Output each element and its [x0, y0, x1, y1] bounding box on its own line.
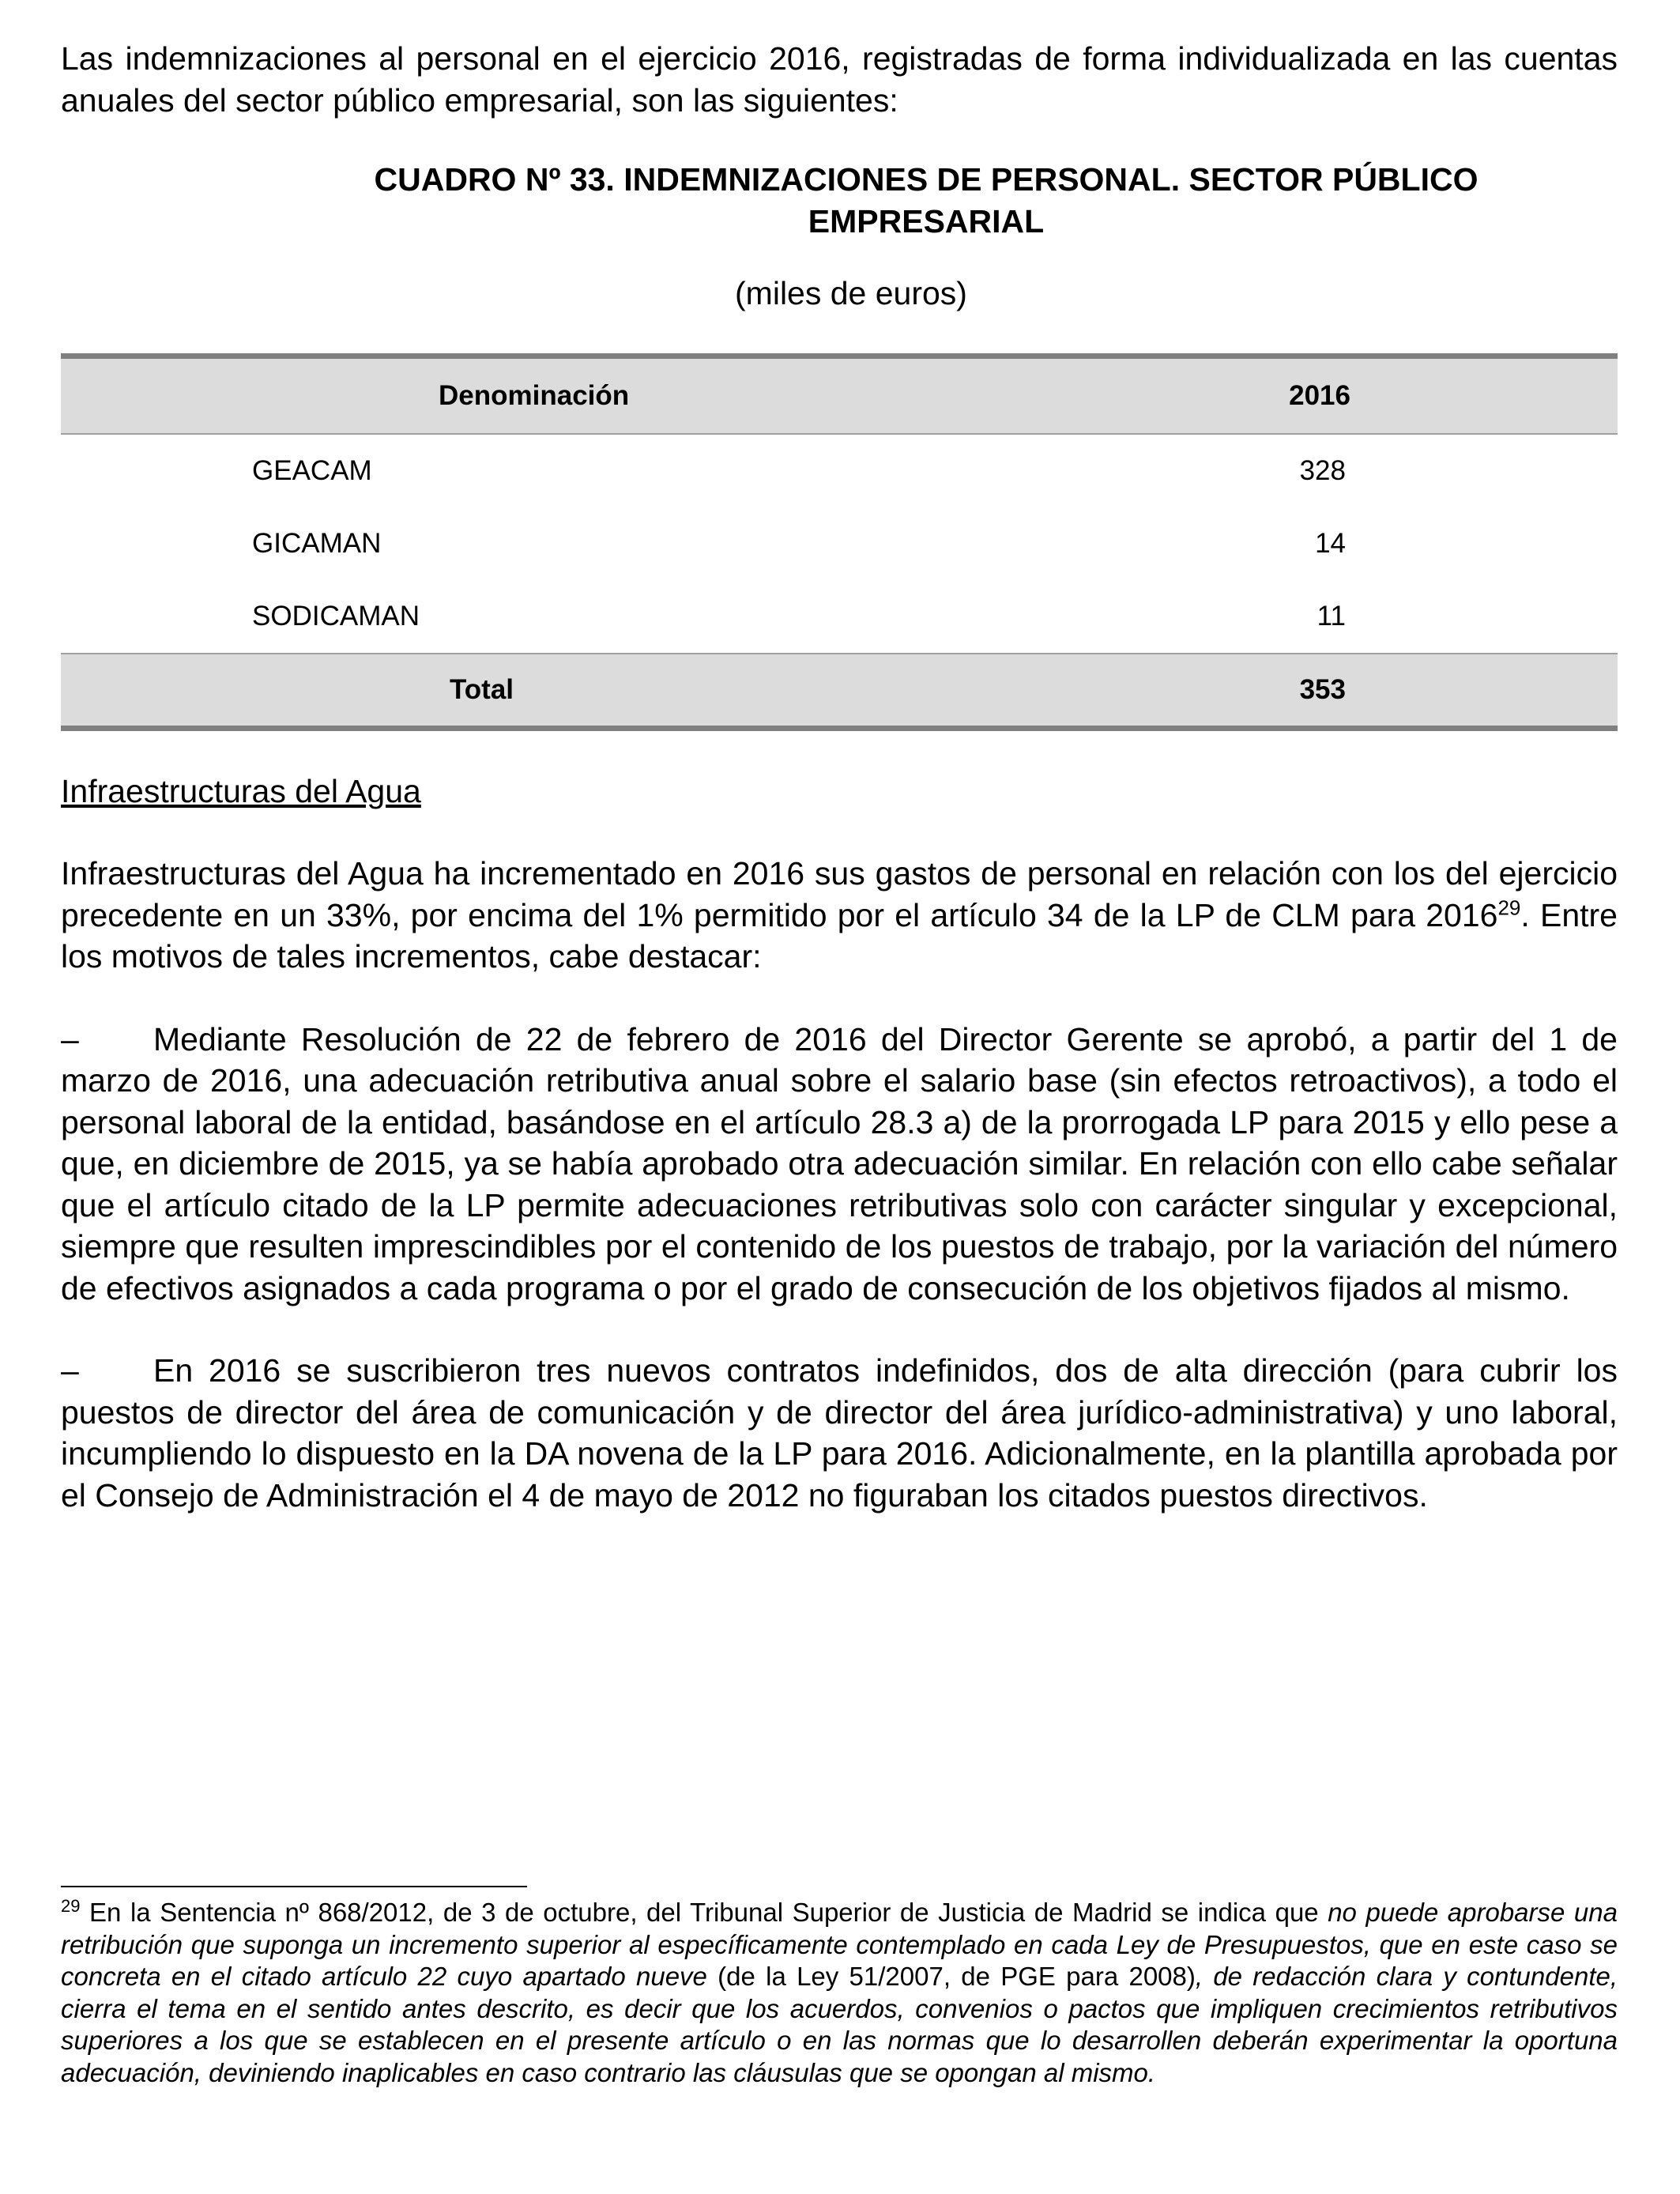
section-paragraph-main: Infraestructuras del Agua ha incrementado en 2016 sus gastos de personal en relación con los del ejercicio precedente en un 33%, por encima del 1% permitido por el artículo 34 de la LP de CLM para 2016: [61, 855, 1618, 933]
row-value: 11: [1317, 601, 1346, 631]
dash-bullet-icon: –: [61, 1020, 79, 1057]
section-paragraph: [61, 853, 1618, 978]
bullet-item: [61, 1019, 1618, 1310]
total-value: 353: [1299, 674, 1346, 705]
table-title: [61, 159, 1618, 243]
header-year: 2016: [1289, 356, 1618, 435]
intro-paragraph: Las indemnizaciones al personal en el ejercicio 2016, registradas de forma individualizada en las cuentas anuales del sector público empresarial, son las siguientes:: [61, 40, 1618, 119]
table-total-row: [61, 654, 1618, 729]
table-row: [61, 434, 1618, 507]
section-heading: Infraestructuras del Agua: [61, 773, 421, 809]
table-row: [61, 507, 1618, 580]
total-label: Total: [450, 674, 514, 705]
table-title-text: CUADRO Nº 33. INDEMNIZACIONES DE PERSONAL. SECTOR PÚBLICO EMPRESARIAL: [374, 161, 1478, 239]
footnote-quote-2: , de redacción clara y contundente, cierra el tema en el sentido antes descrito, es decir que los acuerdos, convenios o pactos que impliquen crecimientos retributivos superiores a los que se establecen en el presente artículo o en las normas que lo desarrollen deberán experimentar la oportuna adecuación, deviniendo inaplicables en caso contrario las cláusulas que se opongan al mismo.: [61, 1962, 1618, 2087]
footnote-text-2: (de la Ley 51/2007, de PGE para 2008): [706, 1962, 1196, 1991]
row-name: SODICAMAN: [252, 601, 420, 631]
header-denominacion: Denominación: [61, 356, 1289, 435]
footnote-reference: 29: [1497, 895, 1521, 919]
document-page: [61, 32, 1618, 1516]
footnote-quote-1: no puede aprobarse una retribución que suponga un incremento superior al específicamente contemplado en cada Ley de Presupuestos, que en este caso se concreta en el citado artículo 22 cuyo apartado nueve: [61, 1898, 1618, 1991]
bullet-text: Mediante Resolución de 22 de febrero de 2016 del Director Gerente se aprobó, a partir del 1 de marzo de 2016, una adecuación retributiva anual sobre el salario base (sin efectos retroactivos), a todo el personal laboral de la entidad, basándose en el artículo 28.3 a) de la prorrogada LP para 2015 y ello pese a que, en diciembre de 2015, ya se había aprobado otra adecuación similar. En relación con ello cabe señalar que el artículo citado de la LP permite adecuaciones retributivas solo con carácter singular y excepcional, siempre que resulten imprescindibles por el contenido de los puestos de trabajo, por la variación del número de efectivos asignados a cada programa o por el grado de consecución de los objetivos fijados al mismo.: [61, 1020, 1618, 1306]
footnote-text-1: En la Sentencia nº 868/2012, de 3 de octubre, del Tribunal Superior de Justicia de Madrid se indica que: [80, 1898, 1328, 1927]
table-units: (miles de euros): [735, 275, 967, 311]
section-paragraph-tail: . Entre los motivos de tales incrementos, cabe destacar:: [61, 896, 1618, 974]
footnote-divider: [61, 1886, 527, 1887]
indemnizaciones-table: [61, 353, 1618, 731]
row-value: 328: [1299, 455, 1346, 486]
row-name: GICAMAN: [252, 528, 382, 559]
footnote: [61, 1897, 1618, 2089]
table-header-row: [61, 356, 1618, 435]
bullet-text: En 2016 se suscribieron tres nuevos contratos indefinidos, dos de alta dirección (para cubrir los puestos de director del área de comunicación y de director del área jurídico-administrativa) y uno laboral, incumpliendo lo dispuesto en la DA novena de la LP para 2016. Adicionalmente, en la plantilla aprobada por el Consejo de Administración el 4 de mayo de 2012 no figuraban los citados puestos directivos.: [61, 1352, 1618, 1514]
row-name: GEACAM: [252, 455, 372, 486]
table-row: [61, 580, 1618, 654]
footnote-number: 29: [61, 1896, 81, 1916]
bullet-item: [61, 1350, 1618, 1516]
row-value: 14: [1315, 528, 1346, 559]
dash-bullet-icon: –: [61, 1352, 79, 1389]
